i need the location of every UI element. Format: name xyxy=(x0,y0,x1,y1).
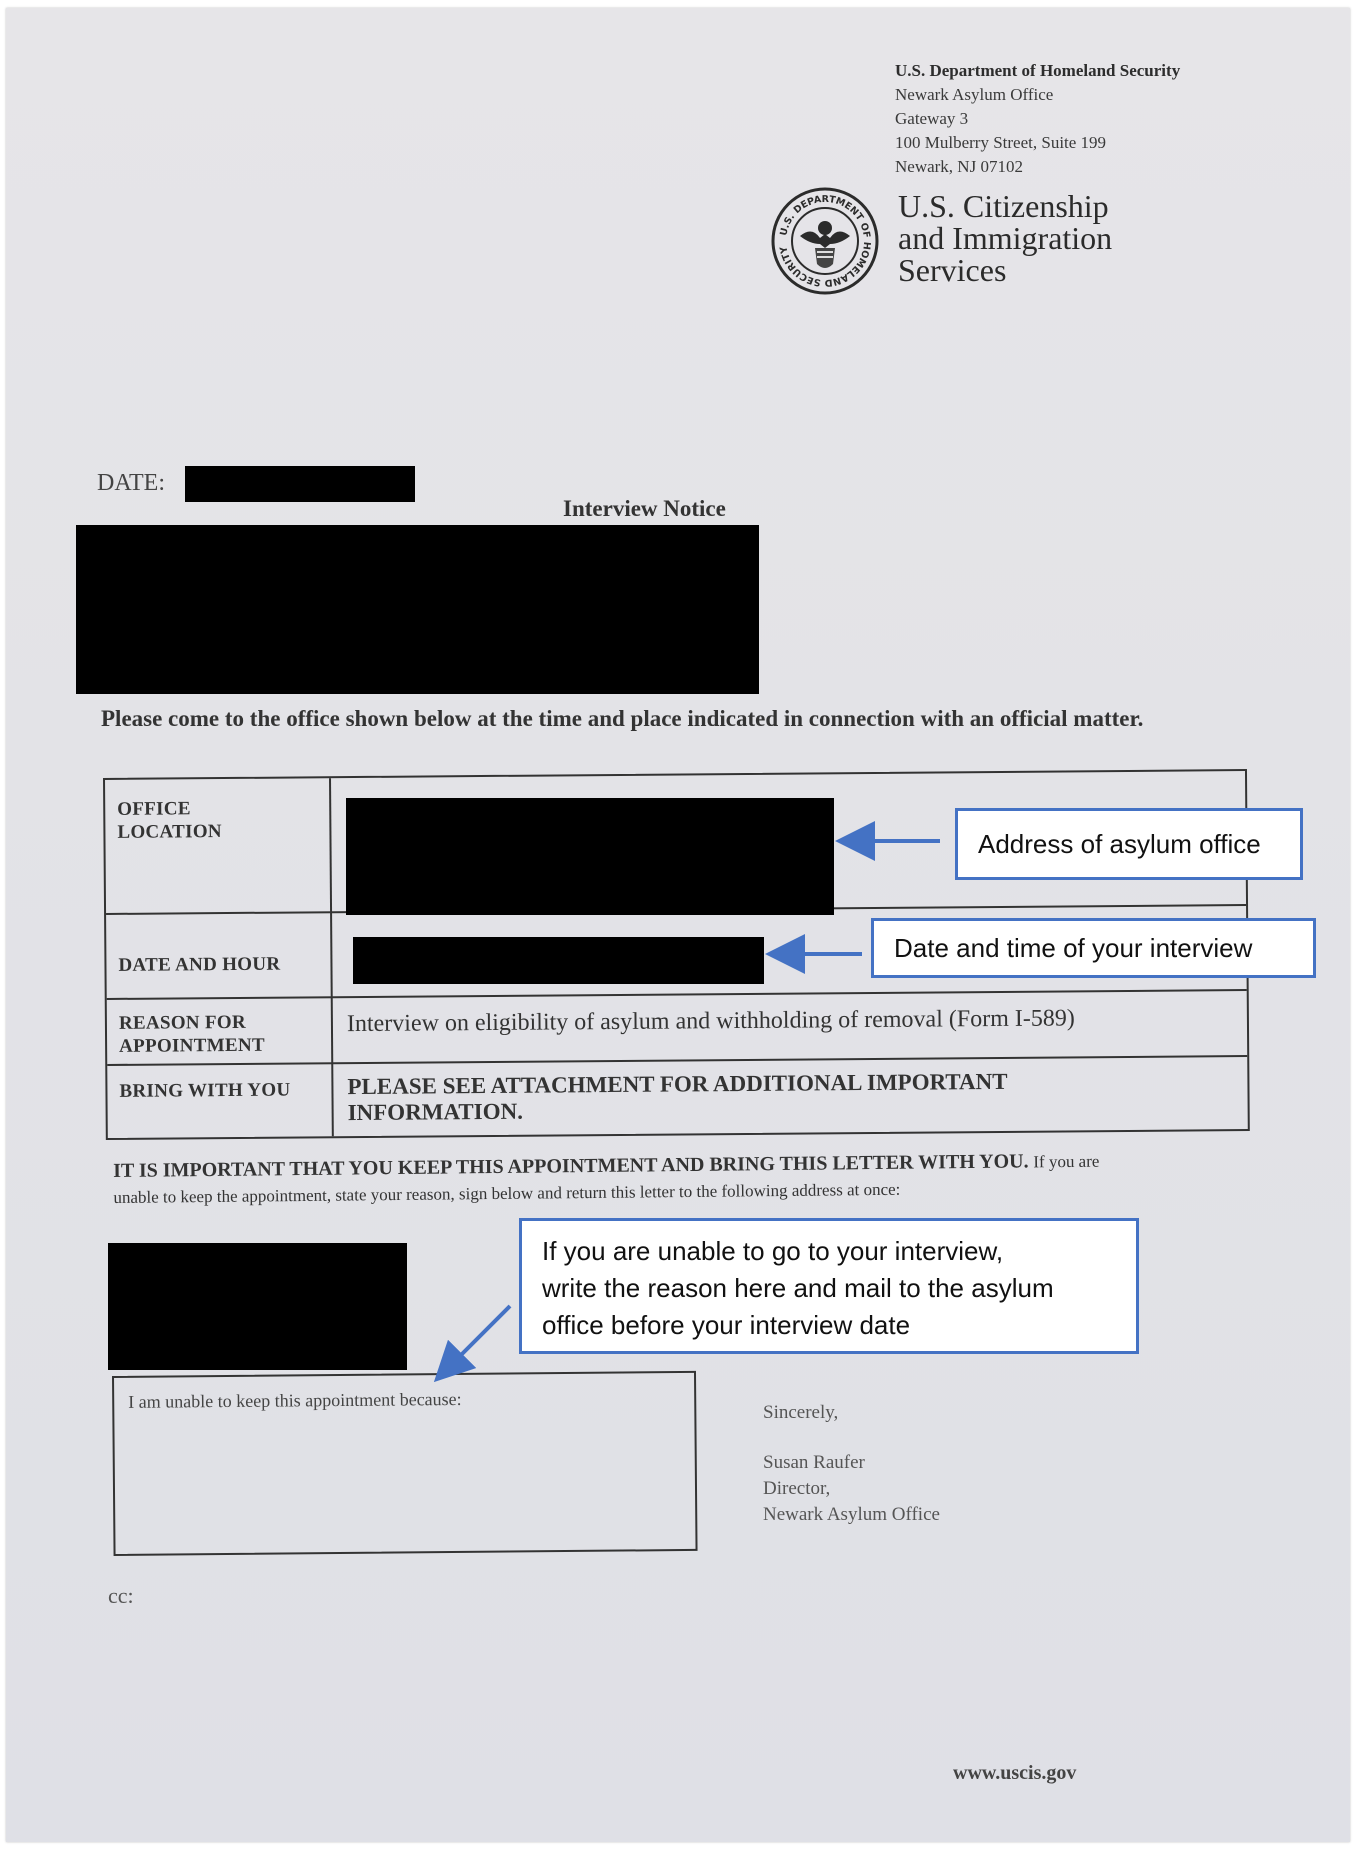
callout-date-time: Date and time of your interview xyxy=(871,918,1316,978)
unable-reason-label: I am unable to keep this appointment because: xyxy=(128,1388,462,1412)
callout-unable-line: write the reason here and mail to the asylum xyxy=(542,1273,1054,1303)
important-bold-text: IT IS IMPORTANT THAT YOU KEEP THIS APPOINTMENT AND BRING THIS LETTER WITH YOU. xyxy=(113,1150,1029,1182)
street-address: 100 Mulberry Street, Suite 199 xyxy=(895,133,1107,152)
callout-unable-line: office before your interview date xyxy=(542,1310,911,1340)
department-name: U.S. Department of Homeland Security xyxy=(895,61,1181,80)
intro-paragraph: Please come to the office shown below at the time and place indicated in connection with an official matter. xyxy=(101,706,1144,731)
city-state-zip: Newark, NJ 07102 xyxy=(895,157,1023,176)
reason-value: Interview on eligibility of asylum and withholding of removal (Form I-589) xyxy=(346,1005,1075,1038)
important-text-2: unable to keep the appointment, state your reason, sign below and return this letter to the following address at once: xyxy=(113,1179,901,1207)
value-line: INFORMATION. xyxy=(347,1098,523,1126)
website-url: www.uscis.gov xyxy=(953,1762,1077,1784)
label-line: APPOINTMENT xyxy=(119,1034,265,1057)
date-hour-label: DATE AND HOUR xyxy=(118,953,281,976)
important-text-1: If you are xyxy=(1033,1151,1100,1172)
callout-unable-line: If you are unable to go to your interview, xyxy=(542,1236,1004,1266)
label-line: OFFICE xyxy=(117,798,191,820)
signer-office: Newark Asylum Office xyxy=(763,1504,940,1525)
office-name: Newark Asylum Office xyxy=(895,85,1054,104)
agency-line-1: U.S. Citizenship xyxy=(898,188,1109,224)
callout-address: Address of asylum office xyxy=(955,808,1303,880)
agency-line-2: and Immigration xyxy=(898,220,1113,256)
arrow-to-reason-box xyxy=(448,1306,510,1368)
signer-name: Susan Raufer xyxy=(763,1452,865,1473)
notice-title: Interview Notice xyxy=(563,496,726,521)
building-name: Gateway 3 xyxy=(895,109,969,128)
agency-line-3: Services xyxy=(898,252,1007,288)
cc-label: cc: xyxy=(108,1583,134,1608)
seal-text: U.S. DEPARTMENT OF HOMELAND SECURITY xyxy=(778,193,873,289)
date-label: DATE: xyxy=(97,470,165,496)
label-line: REASON FOR xyxy=(118,1011,247,1034)
label-line: LOCATION xyxy=(117,821,222,843)
closing-text: Sincerely, xyxy=(763,1402,839,1423)
bring-with-you-label: BRING WITH YOU xyxy=(119,1079,291,1102)
value-line: PLEASE SEE ATTACHMENT FOR ADDITIONAL IMPORTANT xyxy=(347,1068,1008,1100)
signer-title: Director, xyxy=(763,1478,831,1499)
